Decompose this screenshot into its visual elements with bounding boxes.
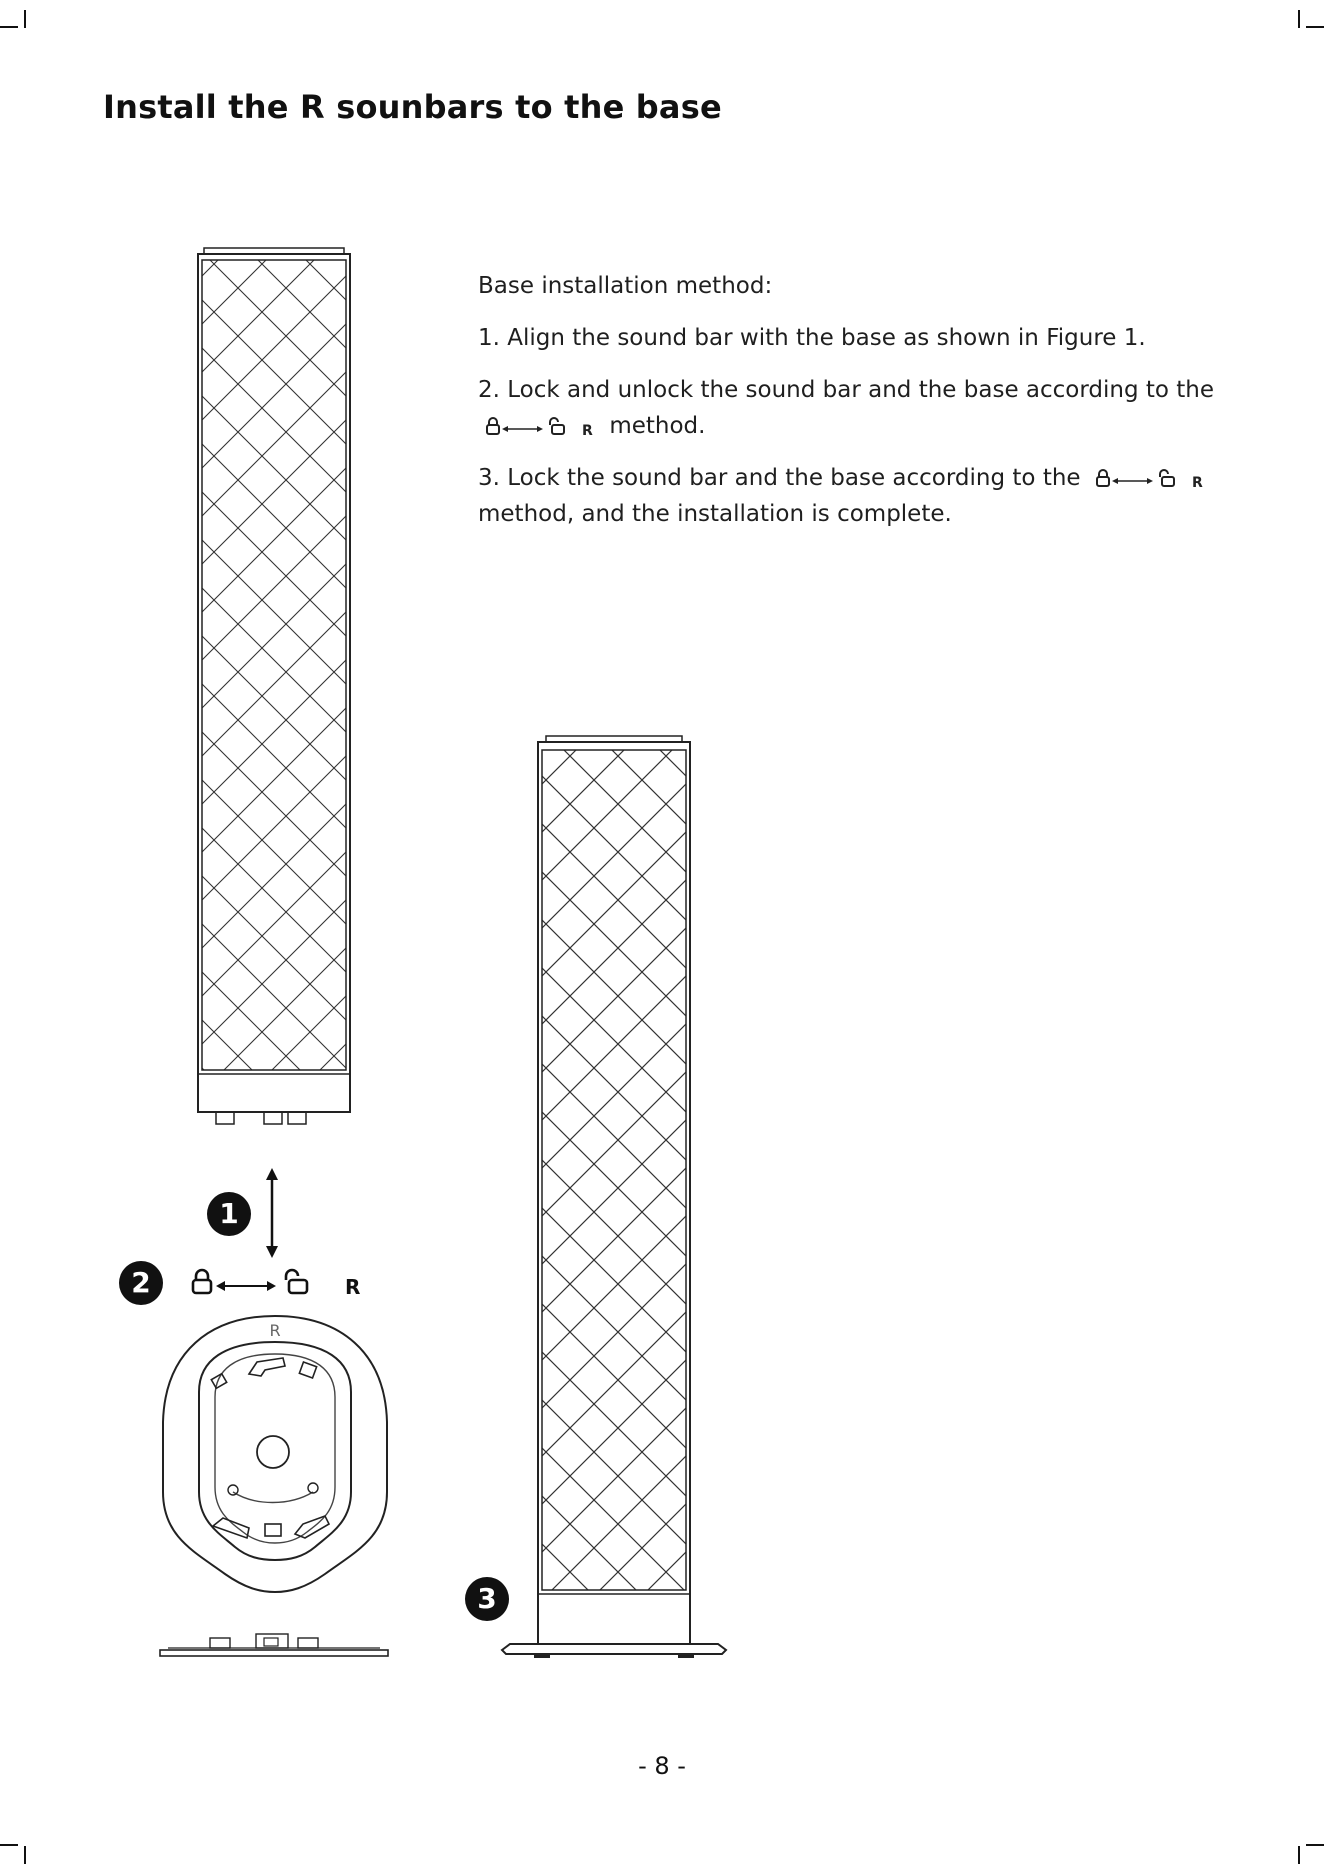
align-arrow: [262, 1168, 282, 1258]
instruction-step-2: [478, 372, 1258, 444]
lock-unlock-icon: [190, 1268, 370, 1298]
crop-mark-bottom-right: [1298, 1846, 1300, 1864]
instruction-step-2-method: method.: [609, 413, 706, 439]
instruction-step-3: [478, 460, 1258, 532]
instruction-step-3-text: 3. Lock the sound bar and the base according to the: [478, 465, 1081, 491]
soundbar-illustration-assembled: [498, 732, 730, 1667]
crop-mark-top-right: [1298, 10, 1300, 28]
step-badge-2: 2: [119, 1261, 163, 1305]
r-symbol-label: R: [1191, 474, 1203, 490]
page-number: - 8 -: [638, 1752, 686, 1780]
lock-unlock-icon: [484, 416, 596, 438]
crop-mark-bottom-left: [24, 1846, 26, 1864]
r-symbol-label: R: [345, 1275, 361, 1298]
instruction-step-1: 1. Align the sound bar with the base as shown in Figure 1.: [478, 325, 1146, 351]
crop-mark-bottom-right: [1306, 1844, 1324, 1846]
instruction-step-3-method: method, and the installation is complete.: [478, 501, 952, 527]
crop-mark-bottom-left: [0, 1844, 18, 1846]
instructions-heading: Base installation method:: [478, 273, 773, 299]
soundbar-illustration-detached: [190, 240, 360, 1140]
crop-mark-top-right: [1306, 26, 1324, 28]
step-badge-1: 1: [207, 1192, 251, 1236]
step-badge-3: 3: [465, 1577, 509, 1621]
page-title: Install the R sounbars to the base: [103, 88, 722, 126]
base-r-marking: R: [269, 1321, 281, 1340]
crop-mark-top-left: [0, 26, 18, 28]
instructions: [478, 268, 1258, 548]
lock-unlock-icon: [1094, 468, 1206, 490]
r-symbol-label: R: [582, 422, 593, 438]
instruction-step-2-text: 2. Lock and unlock the sound bar and the base according to the: [478, 377, 1215, 403]
crop-mark-top-left: [24, 10, 26, 28]
base-top-view: [155, 1312, 395, 1597]
base-side-view: [158, 1630, 390, 1660]
